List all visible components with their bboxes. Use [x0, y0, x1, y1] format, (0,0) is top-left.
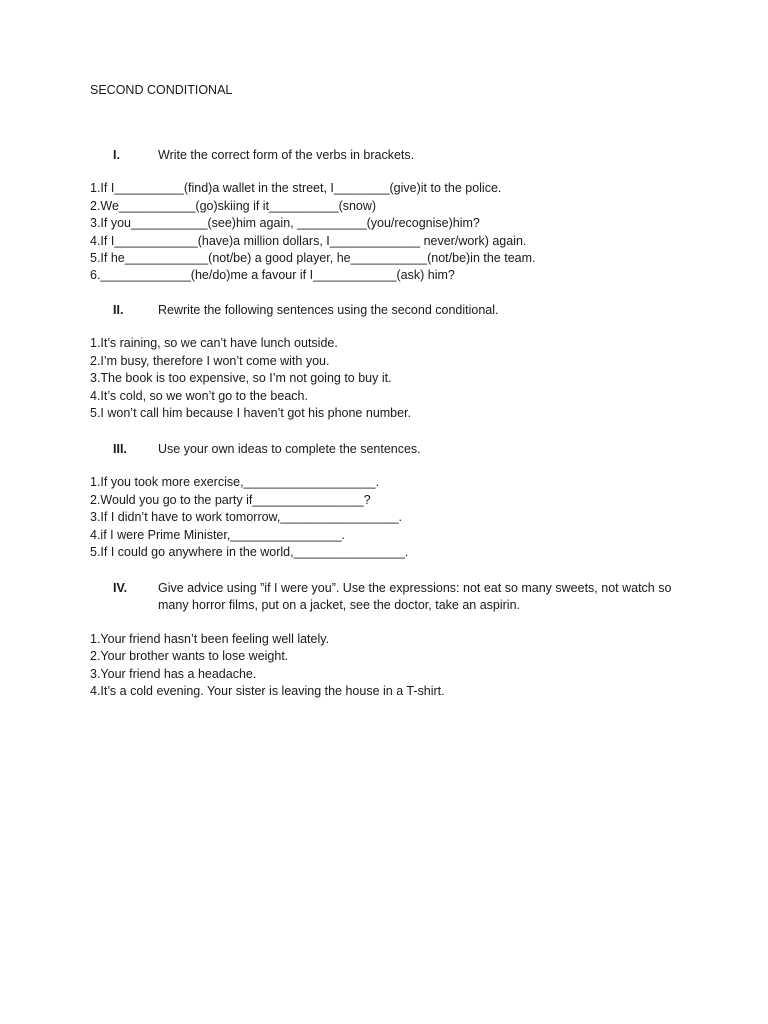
- exercise-list: [90, 631, 690, 701]
- section-instruction: Use your own ideas to complete the sentences.: [158, 442, 421, 456]
- exercise-item: 3.The book is too expensive, so I’m not going to buy it.: [90, 371, 392, 386]
- exercise-item: 2.Your brother wants to lose weight.: [90, 649, 289, 664]
- worksheet-title: SECOND CONDITIONAL: [90, 83, 233, 97]
- exercise-item: 5.I won’t call him because I haven’t got his phone number.: [90, 406, 412, 421]
- section-instruction: Rewrite the following sentences using the second conditional.: [158, 303, 499, 317]
- exercise-item: 4.If I____________(have)a million dollars, I_____________ never/work) again.: [90, 233, 527, 248]
- section-heading: [113, 147, 690, 164]
- exercise-item: 5.If he____________(not/be) a good player, he___________(not/be)in the team.: [90, 251, 536, 266]
- section-instruction: Give advice using ”if I were you”. Use the expressions: not eat so many sweets, not watch so many horror films, put on a jacket, see the doctor, take an aspirin.: [158, 581, 672, 613]
- exercise-item: 3.If you___________(see)him again, __________(you/recognise)him?: [90, 216, 480, 231]
- exercise-item: 1.It’s raining, so we can’t have lunch outside.: [90, 336, 338, 351]
- section-heading: [113, 441, 690, 458]
- section-3: [90, 441, 690, 561]
- exercise-item: 2.I’m busy, therefore I won’t come with you.: [90, 353, 330, 368]
- exercise-item: 4.It’s a cold evening. Your sister is leaving the house in a T-shirt.: [90, 684, 445, 699]
- exercise-item: 3.Your friend has a headache.: [90, 666, 257, 681]
- section-heading: [113, 580, 690, 615]
- exercise-list: [90, 474, 690, 561]
- exercise-list: [90, 180, 690, 284]
- section-numeral: III.: [113, 442, 127, 456]
- exercise-item: 2.We___________(go)skiing if it__________(snow): [90, 198, 377, 213]
- exercise-item: 1.If I__________(find)a wallet in the street, I________(give)it to the police.: [90, 181, 502, 196]
- exercise-list: [90, 335, 690, 422]
- exercise-item: 1.If you took more exercise,___________________.: [90, 475, 380, 490]
- exercise-item: 4.if I were Prime Minister,________________.: [90, 527, 346, 542]
- exercise-item: 2.Would you go to the party if________________?: [90, 492, 371, 507]
- section-numeral: II.: [113, 303, 124, 317]
- exercise-item: 6._____________(he/do)me a favour if I____________(ask) him?: [90, 268, 455, 283]
- exercise-item: 4.It’s cold, so we won’t go to the beach.: [90, 388, 308, 403]
- section-1: [90, 147, 690, 285]
- section-heading: [113, 302, 690, 319]
- exercise-item: 1.Your friend hasn’t been feeling well lately.: [90, 631, 330, 646]
- section-numeral: IV.: [113, 581, 128, 595]
- section-numeral: I.: [113, 148, 120, 162]
- section-instruction: Write the correct form of the verbs in brackets.: [158, 148, 415, 162]
- section-2: [90, 302, 690, 422]
- exercise-item: 5.If I could go anywhere in the world,________________.: [90, 545, 409, 560]
- exercise-item: 3.If I didn’t have to work tomorrow,_________________.: [90, 510, 403, 525]
- section-4: [90, 580, 690, 700]
